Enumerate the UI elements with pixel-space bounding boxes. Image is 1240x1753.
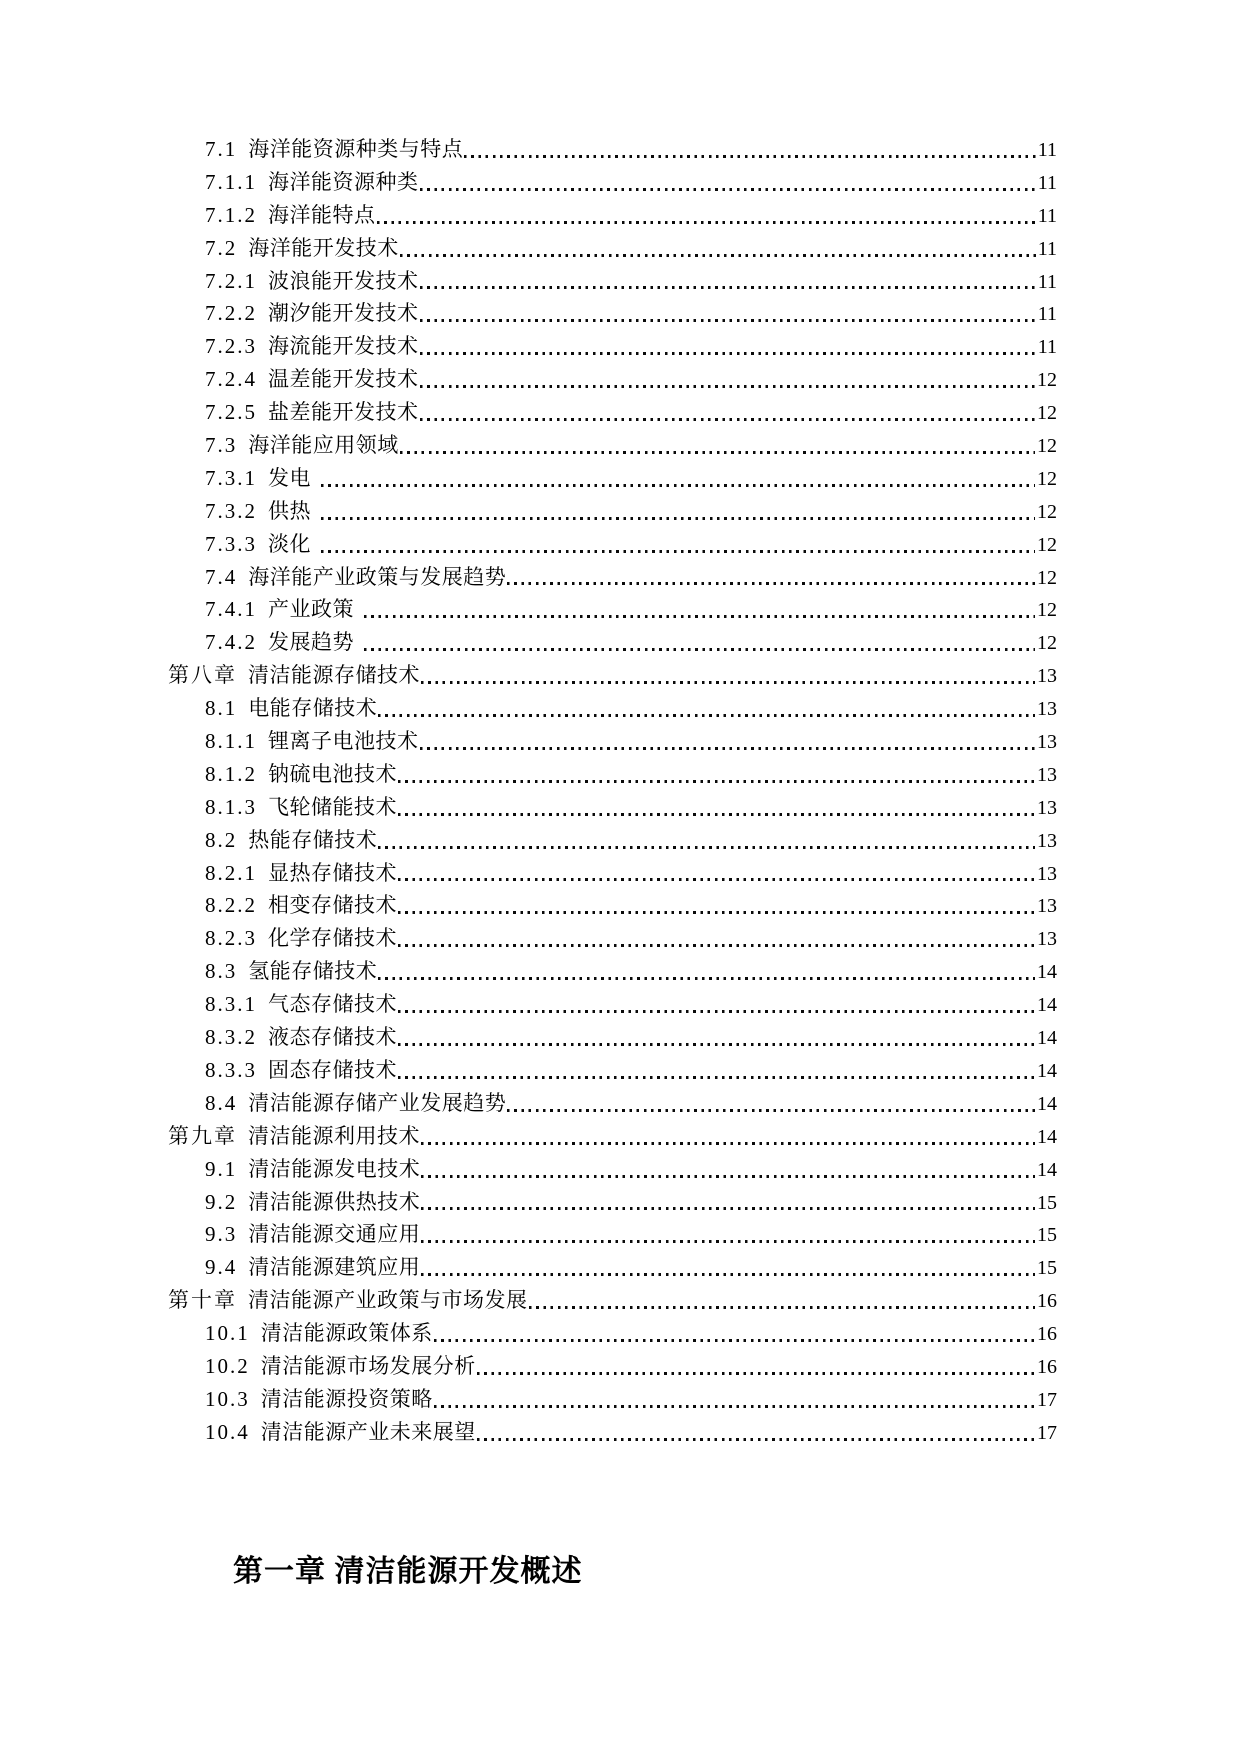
toc-entry-title: 清洁能源产业政策与市场发展 xyxy=(248,1288,528,1313)
toc-page-number: 13 xyxy=(1037,665,1057,688)
toc-entry-title: 锂离子电池技术 xyxy=(268,729,419,754)
toc-entry[interactable] xyxy=(168,791,1057,824)
toc-entry[interactable] xyxy=(168,1153,1057,1186)
toc-entry-number: 7.4.2 xyxy=(205,630,257,655)
toc-entry-title: 化学存储技术 xyxy=(268,926,397,951)
toc-leader-dots xyxy=(364,615,1035,618)
toc-entry-number: 8.4 xyxy=(205,1090,238,1115)
toc-page-number: 14 xyxy=(1037,1158,1057,1181)
toc-entry[interactable] xyxy=(168,396,1057,429)
toc-page-number: 13 xyxy=(1037,763,1057,786)
toc-leader-dots xyxy=(434,1339,1035,1342)
toc-leader-dots xyxy=(398,1076,1035,1079)
toc-leader-dots xyxy=(378,977,1035,980)
toc-leader-dots xyxy=(420,188,1036,191)
toc-entry[interactable] xyxy=(168,692,1057,725)
toc-entry[interactable] xyxy=(168,363,1057,396)
toc-leader-dots xyxy=(398,944,1035,947)
toc-entry[interactable] xyxy=(168,1284,1057,1317)
toc-entry-title: 清洁能源供热技术 xyxy=(248,1189,421,1214)
toc-entry[interactable] xyxy=(168,922,1057,955)
toc-entry-number: 7.3 xyxy=(205,433,238,458)
toc-entry-number: 7.1.2 xyxy=(205,202,257,227)
toc-page-number: 11 xyxy=(1037,237,1057,260)
toc-leader-dots xyxy=(420,385,1036,388)
toc-entry-title: 发电 xyxy=(268,465,311,490)
toc-page-number: 14 xyxy=(1037,994,1057,1017)
toc-leader-dots xyxy=(477,1372,1035,1375)
toc-entry-number: 7.3.1 xyxy=(205,465,257,490)
toc-entry[interactable] xyxy=(168,758,1057,791)
toc-entry[interactable] xyxy=(168,857,1057,890)
toc-entry[interactable] xyxy=(168,330,1057,363)
toc-entry-number: 7.2.1 xyxy=(205,268,257,293)
toc-entry-number: 7.3.3 xyxy=(205,531,257,556)
toc-entry-number: 8.2.3 xyxy=(205,926,257,951)
toc-leader-dots xyxy=(420,286,1036,289)
toc-leader-dots xyxy=(421,1207,1035,1210)
toc-entry[interactable] xyxy=(168,889,1057,922)
toc-page-number: 14 xyxy=(1037,1092,1057,1115)
toc-page-number: 11 xyxy=(1037,139,1057,161)
toc-page-number: 12 xyxy=(1037,599,1057,622)
toc-entry-title: 潮汐能开发技术 xyxy=(268,301,419,326)
toc-page-number: 13 xyxy=(1037,698,1057,721)
toc-page-number: 12 xyxy=(1037,500,1057,523)
toc-page-number: 13 xyxy=(1037,862,1057,885)
toc-page-number: 15 xyxy=(1037,1224,1057,1247)
toc-entry[interactable] xyxy=(168,1317,1057,1350)
toc-leader-dots xyxy=(421,1273,1035,1276)
toc-page-number: 12 xyxy=(1037,435,1057,458)
toc-leader-dots xyxy=(378,714,1035,717)
toc-entry-title: 海洋能资源种类 xyxy=(268,169,419,194)
toc-page-number: 16 xyxy=(1037,1323,1057,1346)
toc-entry-title: 飞轮储能技术 xyxy=(268,794,397,819)
toc-entry-title: 清洁能源发电技术 xyxy=(248,1156,421,1181)
chapter-one-heading: 第一章 清洁能源开发概述 xyxy=(233,1555,583,1588)
toc-entry-number: 8.2.1 xyxy=(205,860,257,885)
toc-leader-dots xyxy=(398,911,1035,914)
toc-entry[interactable] xyxy=(168,1120,1057,1153)
toc-entry[interactable] xyxy=(168,1186,1057,1219)
toc-entry-title: 钠硫电池技术 xyxy=(268,761,397,786)
toc-entry-number: 7.2 xyxy=(205,235,238,260)
toc-entry[interactable] xyxy=(168,199,1057,232)
toc-leader-dots xyxy=(434,1405,1035,1408)
toc-page-number: 13 xyxy=(1037,895,1057,918)
toc-entry-title: 淡化 xyxy=(268,531,311,556)
toc-entry-title: 清洁能源市场发展分析 xyxy=(260,1353,476,1378)
toc-page-number: 13 xyxy=(1037,829,1057,852)
toc-entry-number: 9.2 xyxy=(205,1189,238,1214)
toc-page-number: 17 xyxy=(1037,1421,1057,1444)
toc-entry-number: 10.1 xyxy=(205,1321,250,1346)
toc-leader-dots xyxy=(398,813,1035,816)
toc-entry-title: 相变存储技术 xyxy=(268,893,397,918)
toc-entry[interactable] xyxy=(168,1054,1057,1087)
toc-entry[interactable] xyxy=(168,988,1057,1021)
toc-entry[interactable] xyxy=(168,1383,1057,1416)
toc-entry-title: 盐差能开发技术 xyxy=(268,400,419,425)
toc-page-number: 15 xyxy=(1037,1257,1057,1280)
toc-entry-number: 8.2.2 xyxy=(205,893,257,918)
toc-entry-title: 海洋能产业政策与发展趋势 xyxy=(248,564,507,589)
toc-entry-title: 固态存储技术 xyxy=(268,1057,397,1082)
toc-entry-title: 海洋能资源种类与特点 xyxy=(248,137,464,161)
toc-page-number: 14 xyxy=(1037,961,1057,984)
toc-leader-dots xyxy=(421,1240,1035,1243)
toc-entry-number: 8.2 xyxy=(205,827,238,852)
toc-leader-dots xyxy=(400,254,1036,257)
toc-page-number: 12 xyxy=(1037,402,1057,425)
toc-entry[interactable] xyxy=(168,659,1057,692)
toc-entry-number: 第九章 xyxy=(168,1123,237,1148)
toc-entry-number: 9.1 xyxy=(205,1156,238,1181)
toc-entry[interactable] xyxy=(168,824,1057,857)
toc-entry-number: 第八章 xyxy=(168,663,237,688)
toc-entry-title: 清洁能源存储技术 xyxy=(248,663,420,688)
toc-entry-number: 8.3.2 xyxy=(205,1025,257,1050)
toc-page-number: 14 xyxy=(1037,1125,1057,1148)
toc-entry-number: 10.3 xyxy=(205,1386,250,1411)
toc-leader-dots xyxy=(321,484,1035,487)
toc-entry-number: 8.3.1 xyxy=(205,992,257,1017)
toc-leader-dots xyxy=(364,648,1035,651)
toc-leader-dots xyxy=(321,517,1035,520)
toc-entry-title: 氢能存储技术 xyxy=(248,959,378,984)
toc-entry[interactable] xyxy=(168,561,1057,594)
toc-leader-dots xyxy=(420,747,1036,750)
toc-leader-dots xyxy=(400,451,1035,454)
toc-leader-dots xyxy=(378,846,1035,849)
toc-entry[interactable] xyxy=(168,133,1057,166)
toc-entry-number: 10.4 xyxy=(205,1419,250,1444)
toc-page-number: 11 xyxy=(1037,171,1057,194)
toc-entry[interactable] xyxy=(168,462,1057,495)
toc-entry-title: 海洋能应用领域 xyxy=(248,433,399,458)
toc-entry-title: 电能存储技术 xyxy=(248,696,378,721)
toc-entry-number: 7.2.5 xyxy=(205,400,257,425)
toc-entry[interactable] xyxy=(168,495,1057,528)
toc-entry[interactable] xyxy=(168,1087,1057,1120)
toc-entry-title: 清洁能源投资策略 xyxy=(260,1386,433,1411)
toc-entry[interactable] xyxy=(168,1350,1057,1383)
toc-entry-title: 海流能开发技术 xyxy=(268,334,419,359)
toc-page-number: 17 xyxy=(1037,1388,1057,1411)
toc-page-number: 12 xyxy=(1037,369,1057,392)
toc-entry[interactable] xyxy=(168,955,1057,988)
toc-leader-dots xyxy=(507,582,1035,585)
toc-entry[interactable] xyxy=(168,725,1057,758)
toc-leader-dots xyxy=(398,780,1035,783)
toc-entry-number: 8.3 xyxy=(205,959,238,984)
toc-entry-title: 液态存储技术 xyxy=(268,1025,397,1050)
toc-entry-number: 8.1 xyxy=(205,696,238,721)
toc-entry-title: 清洁能源政策体系 xyxy=(260,1321,433,1346)
toc-entry-title: 清洁能源产业未来展望 xyxy=(260,1419,476,1444)
toc-entry[interactable] xyxy=(168,232,1057,265)
toc-entry-number: 7.2.4 xyxy=(205,367,257,392)
toc-entry[interactable] xyxy=(168,1251,1057,1284)
toc-page-number: 12 xyxy=(1037,467,1057,490)
toc-entry-number: 7.2.2 xyxy=(205,301,257,326)
toc-leader-dots xyxy=(420,418,1036,421)
toc-entry-number: 7.2.3 xyxy=(205,334,257,359)
toc-entry-number: 8.1.3 xyxy=(205,794,257,819)
toc-entry-title: 清洁能源建筑应用 xyxy=(248,1255,421,1280)
toc-entry-number: 10.2 xyxy=(205,1353,250,1378)
toc-entry-number: 8.1.2 xyxy=(205,761,257,786)
toc-page-number: 13 xyxy=(1037,928,1057,951)
toc-leader-dots xyxy=(477,1438,1035,1441)
toc-entry-title: 海洋能开发技术 xyxy=(248,235,399,260)
toc-leader-dots xyxy=(421,681,1035,684)
toc-leader-dots xyxy=(321,550,1035,553)
toc-entry-title: 热能存储技术 xyxy=(248,827,378,852)
toc-leader-dots xyxy=(421,1142,1035,1145)
toc-page-number: 13 xyxy=(1037,731,1057,754)
toc-entry-number: 7.4.1 xyxy=(205,597,257,622)
toc-page-number: 11 xyxy=(1037,336,1057,359)
toc-entry[interactable] xyxy=(168,166,1057,199)
toc-entry[interactable] xyxy=(168,1416,1057,1449)
toc-leader-dots xyxy=(420,319,1036,322)
toc-entry-title: 温差能开发技术 xyxy=(268,367,419,392)
toc-page-number: 13 xyxy=(1037,796,1057,819)
toc-page-number: 11 xyxy=(1037,303,1057,326)
toc-entry-title: 清洁能源交通应用 xyxy=(248,1222,421,1247)
toc-entry[interactable] xyxy=(168,265,1057,298)
toc-entry[interactable] xyxy=(168,1218,1057,1251)
toc-leader-dots xyxy=(464,155,1035,158)
toc-page-number: 16 xyxy=(1037,1290,1057,1313)
toc-page-number: 16 xyxy=(1037,1355,1057,1378)
toc-leader-dots xyxy=(398,1043,1035,1046)
toc-entry[interactable] xyxy=(168,528,1057,561)
toc-entry-title: 波浪能开发技术 xyxy=(268,268,419,293)
toc-leader-dots xyxy=(377,221,1036,224)
toc-entry-number: 7.1 xyxy=(205,137,238,161)
toc-page-number: 12 xyxy=(1037,566,1057,589)
toc-entry[interactable] xyxy=(168,1021,1057,1054)
toc-entry-number: 8.1.1 xyxy=(205,729,257,754)
toc-leader-dots xyxy=(420,352,1036,355)
toc-page-number: 11 xyxy=(1037,204,1057,227)
toc-entry-title: 清洁能源存储产业发展趋势 xyxy=(248,1090,507,1115)
toc-entry-number: 9.3 xyxy=(205,1222,238,1247)
toc-leader-dots xyxy=(398,878,1035,881)
toc-entry[interactable] xyxy=(168,429,1057,462)
toc-entry-title: 气态存储技术 xyxy=(268,992,397,1017)
toc-entry-title: 发展趋势 xyxy=(268,630,354,655)
toc-entry-title: 显热存储技术 xyxy=(268,860,397,885)
toc-entry-title: 产业政策 xyxy=(268,597,354,622)
toc-entry-title: 海洋能特点 xyxy=(268,202,376,227)
toc-entry-number: 7.4 xyxy=(205,564,238,589)
toc-leader-dots xyxy=(507,1109,1035,1112)
toc-entry-title: 清洁能源利用技术 xyxy=(248,1123,420,1148)
table-of-contents xyxy=(168,133,1057,1449)
toc-entry-number: 7.3.2 xyxy=(205,498,257,523)
toc-page-number: 11 xyxy=(1037,270,1057,293)
toc-page-number: 14 xyxy=(1037,1027,1057,1050)
toc-page-number: 14 xyxy=(1037,1059,1057,1082)
toc-leader-dots xyxy=(529,1306,1036,1309)
toc-entry[interactable] xyxy=(168,593,1057,626)
toc-entry-number: 9.4 xyxy=(205,1255,238,1280)
toc-page-number: 15 xyxy=(1037,1191,1057,1214)
toc-leader-dots xyxy=(421,1175,1035,1178)
toc-entry[interactable] xyxy=(168,297,1057,330)
toc-entry-number: 第十章 xyxy=(168,1288,237,1313)
toc-page-number: 12 xyxy=(1037,632,1057,655)
toc-entry-number: 8.3.3 xyxy=(205,1057,257,1082)
toc-entry[interactable] xyxy=(168,626,1057,659)
toc-leader-dots xyxy=(398,1010,1035,1013)
toc-entry-number: 7.1.1 xyxy=(205,169,257,194)
toc-page-number: 12 xyxy=(1037,533,1057,556)
toc-entry-title: 供热 xyxy=(268,498,311,523)
